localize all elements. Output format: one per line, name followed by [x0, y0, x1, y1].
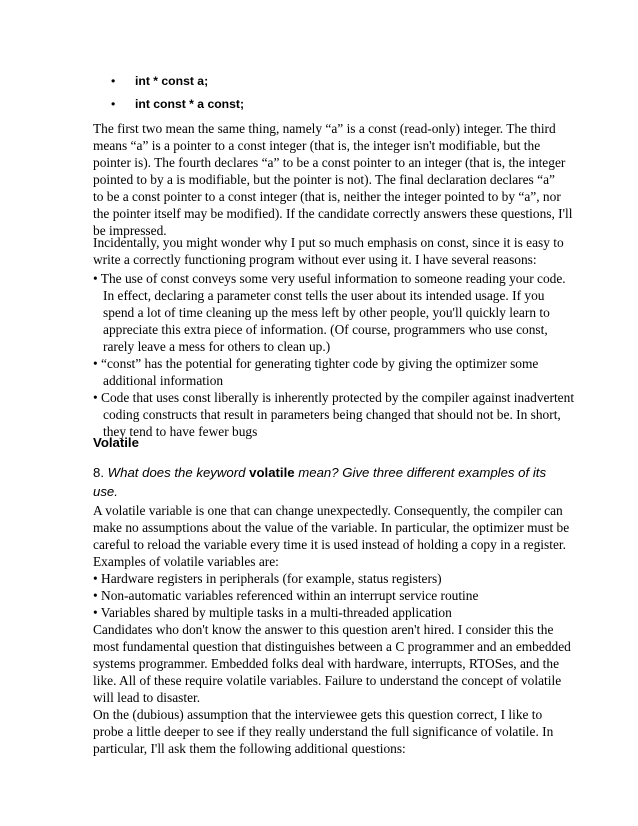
- question-text: What does the keyword: [107, 465, 246, 480]
- example-item: • Variables shared by multiple tasks in a multi-threaded application: [93, 605, 452, 620]
- question-text-end: use.: [93, 484, 118, 499]
- paragraph-const-emphasis: Incidentally, you might wonder why I put so much emphasis on const, since it is easy to write a correctly functioning program without ever using it. I have several reasons:: [93, 235, 564, 267]
- reason-item: • “const” has the potential for generating tighter code by giving the optimizer some: [93, 356, 539, 371]
- paragraph-const-explanation: The first two mean the same thing, namely “a” is a const (read-only) integer. The third means “a” is a pointer to a const integer (that is, the integer isn't modifiable, but the pointer is). The fourth declares “a” to be a const pointer to an integer (that is, the integer pointed to by a is modifiable, but the pointer is not). The final declaration declares “a” to be a const pointer to a const integer (that is, neither the integer pointed to by “a”, nor the pointer itself may be modified). If the candidate correctly answers these questions, I'll be impressed.: [93, 121, 573, 238]
- paragraph-volatile-definition: A volatile variable is one that can change unexpectedly. Consequently, the compiler can make no assumptions about the value of the variable. In particular, the optimizer must be careful to reload the variable every time it is used instead of holding a copy in a register. Examples of volatile variables are:: [93, 503, 570, 569]
- code-item: • int * const a;: [111, 74, 209, 88]
- example-item: • Hardware registers in peripherals (for example, status registers): [93, 571, 442, 586]
- paragraph-candidates: Candidates who don't know the answer to this question aren't hired. I consider this the most fundamental question that distinguishes between a C programmer and an embedded systems programmer. Embedded folks deal with hardware, interrupts, RTOSes, and the like. All of these require volatile variables. Failure to understand the concept of volatile will lead to disaster.: [93, 622, 571, 705]
- bullet-icon: •: [111, 97, 116, 111]
- code-item: • int const * a const;: [111, 97, 245, 111]
- question-number: 8.: [93, 465, 104, 480]
- question-8: [93, 463, 546, 501]
- paragraph-followup: On the (dubious) assumption that the interviewee gets this question correct, I like to probe a little deeper to see if they really understand the full significance of volatile. In particular, I'll ask them the following additional questions:: [93, 707, 554, 756]
- bullet-icon: •: [111, 74, 116, 88]
- const-declaration-list: [111, 73, 244, 119]
- question-keyword: volatile: [249, 465, 295, 480]
- reasons-list: • The use of const conveys some very useful information to someone reading your code. In effect, declaring a parameter const tells the user about its intended usage. If you spend a lot of time cleaning up the mess left by other people, you'll quickly learn to appreciate this extra piece of information. (Of course, programmers who use const, rarely leave a mess for others to clean up.) • “const” has the potential for generating tighter code by giving the optimizer some additional information • Code that uses const liberally is inherently protected by the compiler against inadvertent coding constructs that result in parameters being changed that should not be. In short, they tend to have fewer bugs: [93, 271, 575, 439]
- reason-item: • Code that uses const liberally is inherently protected by the compiler against inadvertent: [93, 390, 575, 405]
- example-item: • Non-automatic variables referenced within an interrupt service routine: [93, 588, 479, 603]
- question-text-cont: mean? Give three different examples of its: [298, 465, 547, 480]
- section-heading: Volatile: [93, 435, 139, 450]
- reason-item: • The use of const conveys some very useful information to someone reading your code.: [93, 271, 566, 286]
- volatile-examples-list: [93, 570, 553, 621]
